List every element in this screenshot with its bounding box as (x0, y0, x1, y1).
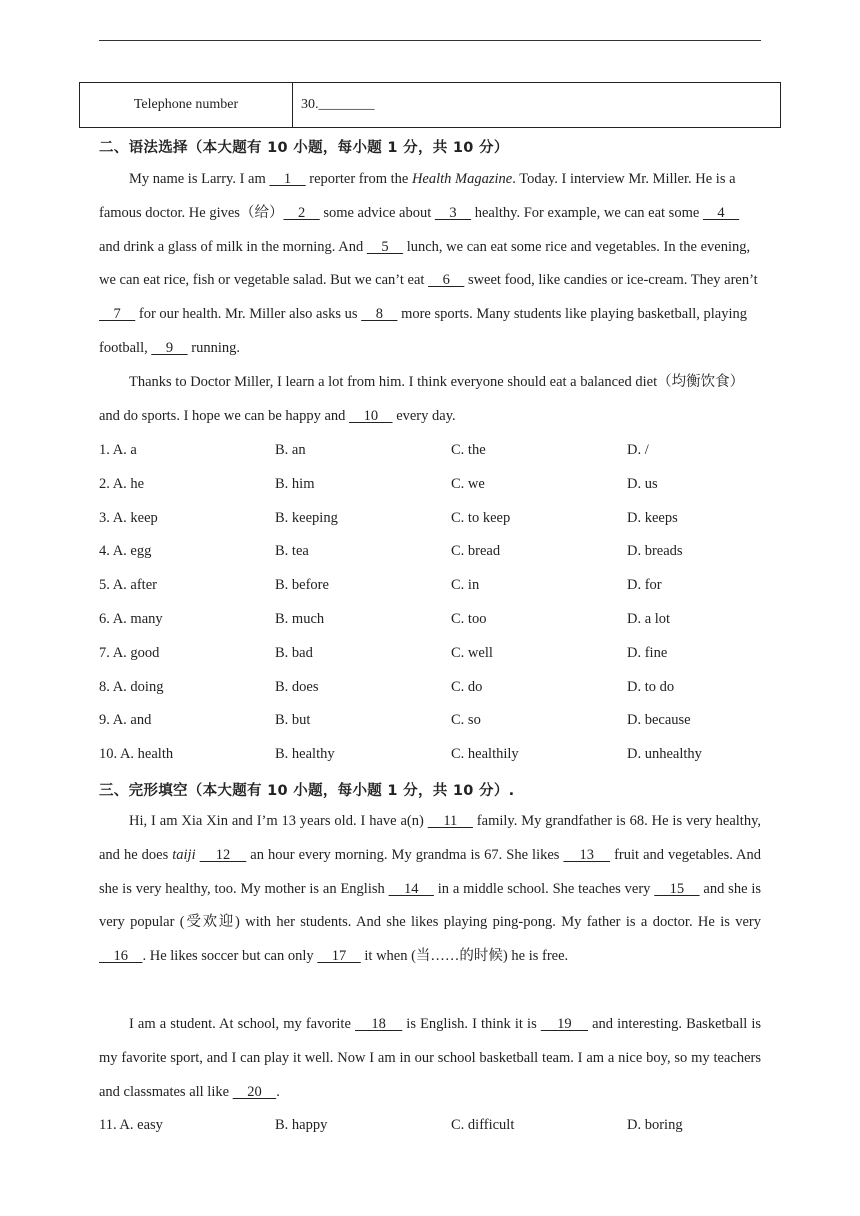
option-row: 8. A. doing B. does C. do D. to do (99, 678, 675, 695)
answer-blank: 10 (349, 407, 393, 424)
section-2-title: 二、语法选择（本大题有 10 小题，每小题 1 分，共 10 分） (99, 140, 509, 156)
answer-blank: 1 (269, 171, 306, 187)
option-row: 6. A. many B. much C. too D. a lot (99, 610, 671, 627)
answer-blank: 13 (563, 846, 611, 863)
answer-blank: 12 (199, 846, 247, 863)
option-row: 2. A. he B. him C. we D. us (99, 475, 658, 492)
option-row: 5. A. after B. before C. in D. for (99, 577, 662, 594)
section-3-title: 三、完形填空（本大题有 10 小题，每小题 1 分，共 10 分）. (99, 783, 515, 799)
answer-blank: 3 (434, 204, 472, 221)
section-3-passage-p1: Hi, I am Xia Xin and I’m 13 years old. I have a(n) 11 family. My grandfather is 68. He is very healthy, and he does taiji 12 an hour every morning. My grandma is 67. She likes 13 fruit and vegetables. And she is very healthy, too. My mother is an English 14 in a middle school. She teaches very 15 and she is very popular (受欢迎) with her students. And she likes playing ping-pong. My father is a doctor. He is very 16 . He likes soccer but can only 17 it when (当……的时候) he is free. (99, 813, 762, 965)
answer-blank: 2 (283, 204, 320, 221)
header-rule (99, 40, 761, 41)
answer-blank: 17 (317, 948, 361, 965)
answer-blank: 4 (702, 204, 740, 221)
option-row: 10. A. health B. healthy C. healthily D. unhealthy (99, 746, 702, 763)
option-row: 7. A. good B. bad C. well D. fine (99, 644, 668, 661)
option-row: 4. A. egg B. tea C. bread D. breads (99, 543, 683, 560)
section-2-passage-p2: Thanks to Doctor Miller, I learn a lot from him. I think everyone should eat a balanced diet（均衡饮食）and do sports. I hope we can be happy and 10 every day. (99, 374, 745, 424)
option-row: 1. A. a B. an C. the D. / (99, 442, 649, 458)
magazine-title: Health Magazine (411, 171, 513, 187)
answer-blank: 18 (355, 1016, 403, 1032)
answer-blank: 19 (540, 1016, 589, 1032)
table-row (80, 83, 781, 128)
answer-blank: 16 (99, 948, 143, 965)
answer-blank: 6 (428, 272, 465, 289)
telephone-answer: 30.________ (293, 83, 781, 128)
section-2-options (99, 434, 761, 772)
answer-blank: 7 (99, 306, 136, 323)
option-row: 9. A. and B. but C. so D. because (99, 712, 691, 729)
answer-blank: 20 (232, 1083, 277, 1100)
taiji-term: taiji (172, 846, 196, 863)
answer-blank: 9 (151, 339, 188, 356)
answer-blank: 14 (388, 880, 434, 897)
answer-blank: 15 (654, 880, 700, 897)
telephone-label: Telephone number (80, 83, 293, 128)
answer-blank: 5 (366, 238, 404, 255)
section-3-passage-p2: I am a student. At school, my favorite 18 is English. I think it is 19 and interesting. Basketball is my favorite sport, and I can play it well. Now I am in our school basketball team. I am a nice boy, so my teachers and classmates all like 20 . (99, 1016, 762, 1100)
answer-blank: 8 (361, 306, 398, 323)
info-table (79, 82, 781, 128)
section-3-options (99, 1109, 761, 1143)
option-row: 11. A. easy B. happy C. difficult D. boring (99, 1117, 683, 1133)
section-2-passage-p1: My name is Larry. I am 1 reporter from the Health Magazine. Today. I interview Mr. Miller. He is a famous doctor. He gives（给） 2 some advice about 3 healthy. For example, we can eat some 4 and drink a glass of milk in the morning. And 5 lunch, we can eat some rice and vegetables. In the evening, we can eat rice, fish or vegetable salad. But we can’t eat 6 sweet food, like candies or ice-cream. They aren’t 7 for our health. Mr. Miller also asks us 8 more sports. Many students like playing basketball, playing football, 9 running. (99, 171, 758, 356)
answer-blank: 11 (427, 813, 473, 829)
option-row: 3. A. keep B. keeping C. to keep D. keeps (99, 509, 678, 526)
